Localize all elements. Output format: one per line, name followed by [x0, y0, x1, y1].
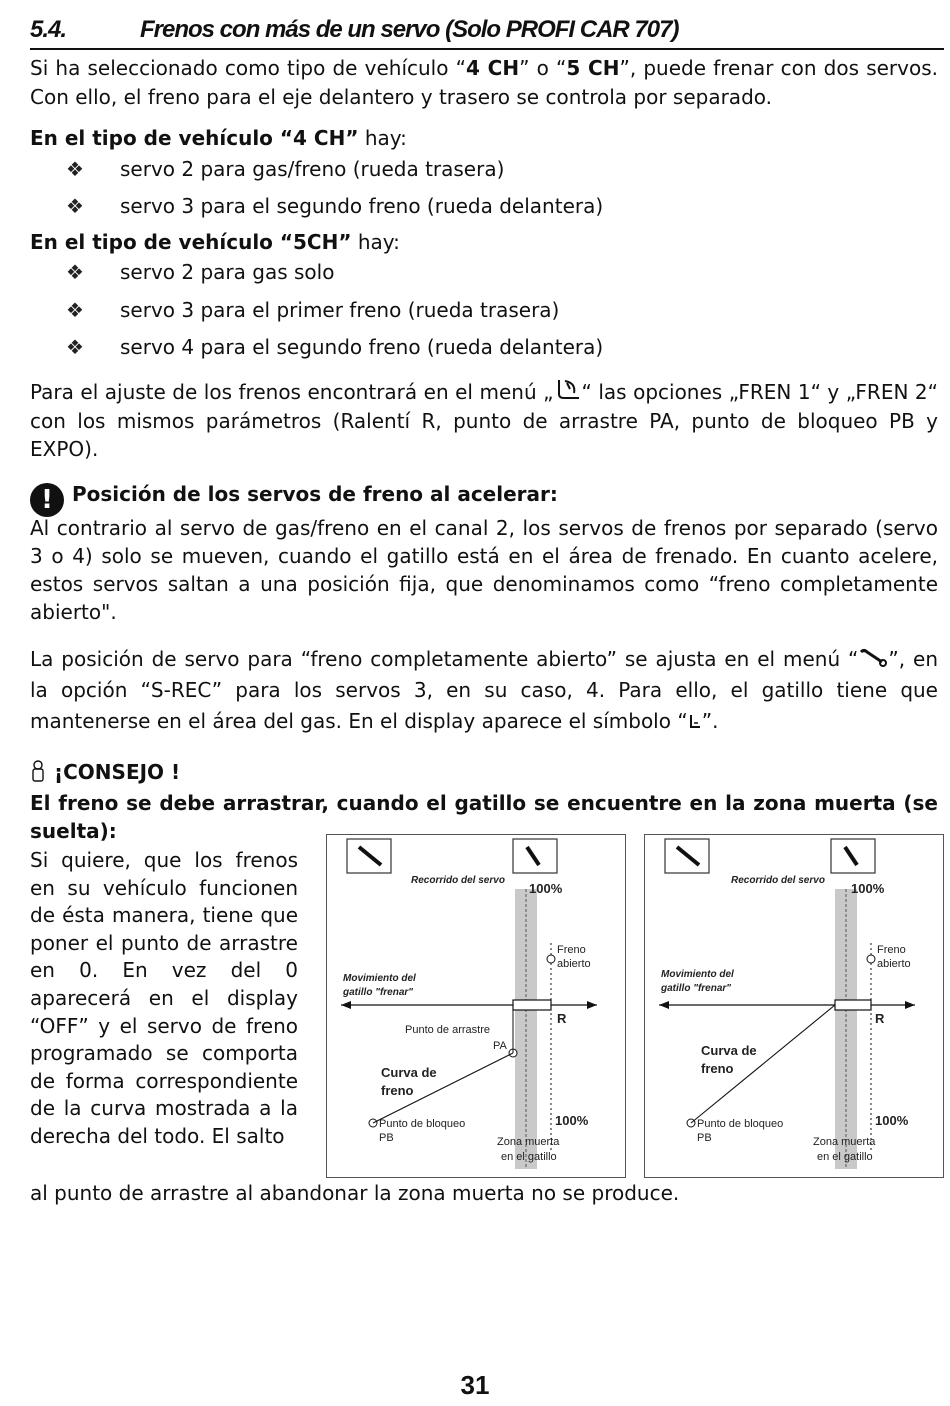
label-freno2: freno: [381, 1083, 414, 1098]
label-recorrido: Recorrido del servo: [411, 875, 505, 886]
label-100-top: 100%: [851, 881, 885, 896]
tip-bold-paragraph: El freno se debe arrastrar, cuando el gatillo se encuentre en la zona muerta (se suelta):: [30, 791, 938, 843]
label-punto-bloqueo: Punto de bloqueo: [379, 1118, 466, 1130]
label-abierto: abierto: [557, 958, 591, 970]
diamond-bullet-icon: ❖: [66, 194, 84, 218]
label-curva: Curva de: [701, 1043, 757, 1058]
label-pb: PB: [697, 1132, 712, 1144]
wrench-icon: [858, 648, 888, 668]
label-r: R: [875, 1011, 885, 1026]
tip-heading: ¡CONSEJO !: [30, 758, 180, 786]
lightbulb-icon: [30, 759, 46, 783]
type-4ch-heading: En el tipo de vehículo “4 CH” hay:: [30, 126, 407, 150]
brake-curve-diagram-left: [327, 835, 625, 1177]
label-freno: Freno: [877, 944, 906, 956]
intro-paragraph: Si ha seleccionado como tipo de vehículo “4 CH” o “5 CH”, puede frenar con dos servos. Con ello, el freno para el eje delantero y trasero se controla por separado.: [30, 56, 938, 109]
section-heading: [30, 14, 944, 50]
diamond-bullet-icon: ❖: [66, 298, 84, 322]
label-gatillo: gatillo "frenar": [343, 987, 414, 998]
srec-paragraph: La posición de servo para “freno completamente abierto” se ajusta en el menú “ ”, en la opción “S-REC” para los servos 3, en su caso, 4. Para ello, el gatillo tiene que mantenerse en el área del gas. En el display aparece el símbolo “ ”.: [30, 647, 939, 733]
label-100-bottom: 100%: [875, 1113, 909, 1128]
label-r: R: [557, 1011, 567, 1026]
exclamation-icon: !: [30, 483, 64, 517]
brake-curve-diagram-right: [645, 835, 943, 1177]
label-movimiento: Movimiento del: [661, 969, 734, 980]
label-punto-bloqueo: Punto de bloqueo: [697, 1118, 784, 1130]
label-freno: Freno: [557, 944, 586, 956]
brake-curve-figure-right: [644, 834, 944, 1178]
label-100-top: 100%: [529, 881, 563, 896]
adjust-paragraph: Para el ajuste de los frenos encontrará en el menú „ “ las opciones „FREN 1“ y „FREN 2“ con los mismos parámetros (Ralentí R, punto de arrastre PA, punto de bloqueo PB y EXPO).: [30, 377, 938, 464]
list-item: ❖ servo 3 para el primer freno (rueda trasera): [66, 298, 560, 322]
label-punto-arrastre: Punto de arrastre: [405, 1024, 490, 1036]
type-5ch-heading: En el tipo de vehículo “5CH” hay:: [30, 230, 400, 254]
tip-paragraph-tail: al punto de arrastre al abandonar la zona muerta no se produce.: [30, 1181, 680, 1205]
diamond-bullet-icon: ❖: [66, 260, 84, 284]
label-zona-muerta: Zona muerta: [813, 1136, 876, 1148]
vehicle-type-5ch: 5 CH: [566, 56, 620, 80]
diamond-bullet-icon: ❖: [66, 335, 84, 359]
label-en-el-gatillo: en el gatillo: [817, 1151, 873, 1163]
label-movimiento: Movimiento del: [343, 973, 416, 984]
list-item: ❖ servo 4 para el segundo freno (rueda delantera): [66, 335, 604, 359]
label-en-el-gatillo: en el gatillo: [501, 1151, 557, 1163]
label-pb: PB: [379, 1132, 394, 1144]
label-freno2: freno: [701, 1061, 734, 1076]
vehicle-type-4ch: 4 CH: [466, 56, 520, 80]
label-abierto: abierto: [877, 958, 911, 970]
label-recorrido: Recorrido del servo: [731, 875, 825, 886]
list-item: ❖ servo 2 para gas/freno (rueda trasera): [66, 157, 505, 181]
list-item: ❖ servo 3 para el segundo freno (rueda delantera): [66, 194, 604, 218]
brake-curve-figure-left: [326, 834, 626, 1178]
warning-paragraph: Al contrario al servo de gas/freno en el canal 2, los servos de frenos por separado (servo 3 o 4) solo se mueven, cuando el gatillo está en el área de frenado. En cuanto acelere, estos servos saltan a una posición fija, que denominamos como “freno completamente abierto".: [30, 516, 938, 624]
trigger-menu-icon: [554, 377, 582, 401]
trigger-symbol-icon: [688, 713, 702, 731]
section-number: 5.4.: [30, 16, 67, 43]
tip-paragraph: Si quiere, que los frenos en su vehículo funcionen de ésta manera, tiene que poner el punto de arrastre en 0. En vez del 0 aparecerá en el display “OFF” y el servo de freno programado se comporta de forma correspondiente de la curva mostrada a la derecha del todo. El salto: [30, 848, 298, 1148]
label-gatillo: gatillo "frenar": [661, 983, 732, 994]
label-100-bottom: 100%: [555, 1113, 589, 1128]
diamond-bullet-icon: ❖: [66, 157, 84, 181]
page-number: 31: [460, 1370, 490, 1400]
warning-heading: ! Posición de los servos de freno al acelerar:: [30, 480, 558, 517]
section-title: Frenos con más de un servo (Solo PROFI CAR 707): [140, 16, 679, 43]
label-zona-muerta: Zona muerta: [497, 1136, 560, 1148]
label-curva: Curva de: [381, 1065, 437, 1080]
label-pa: PA: [493, 1040, 507, 1052]
list-item: ❖ servo 2 para gas solo: [66, 260, 335, 284]
